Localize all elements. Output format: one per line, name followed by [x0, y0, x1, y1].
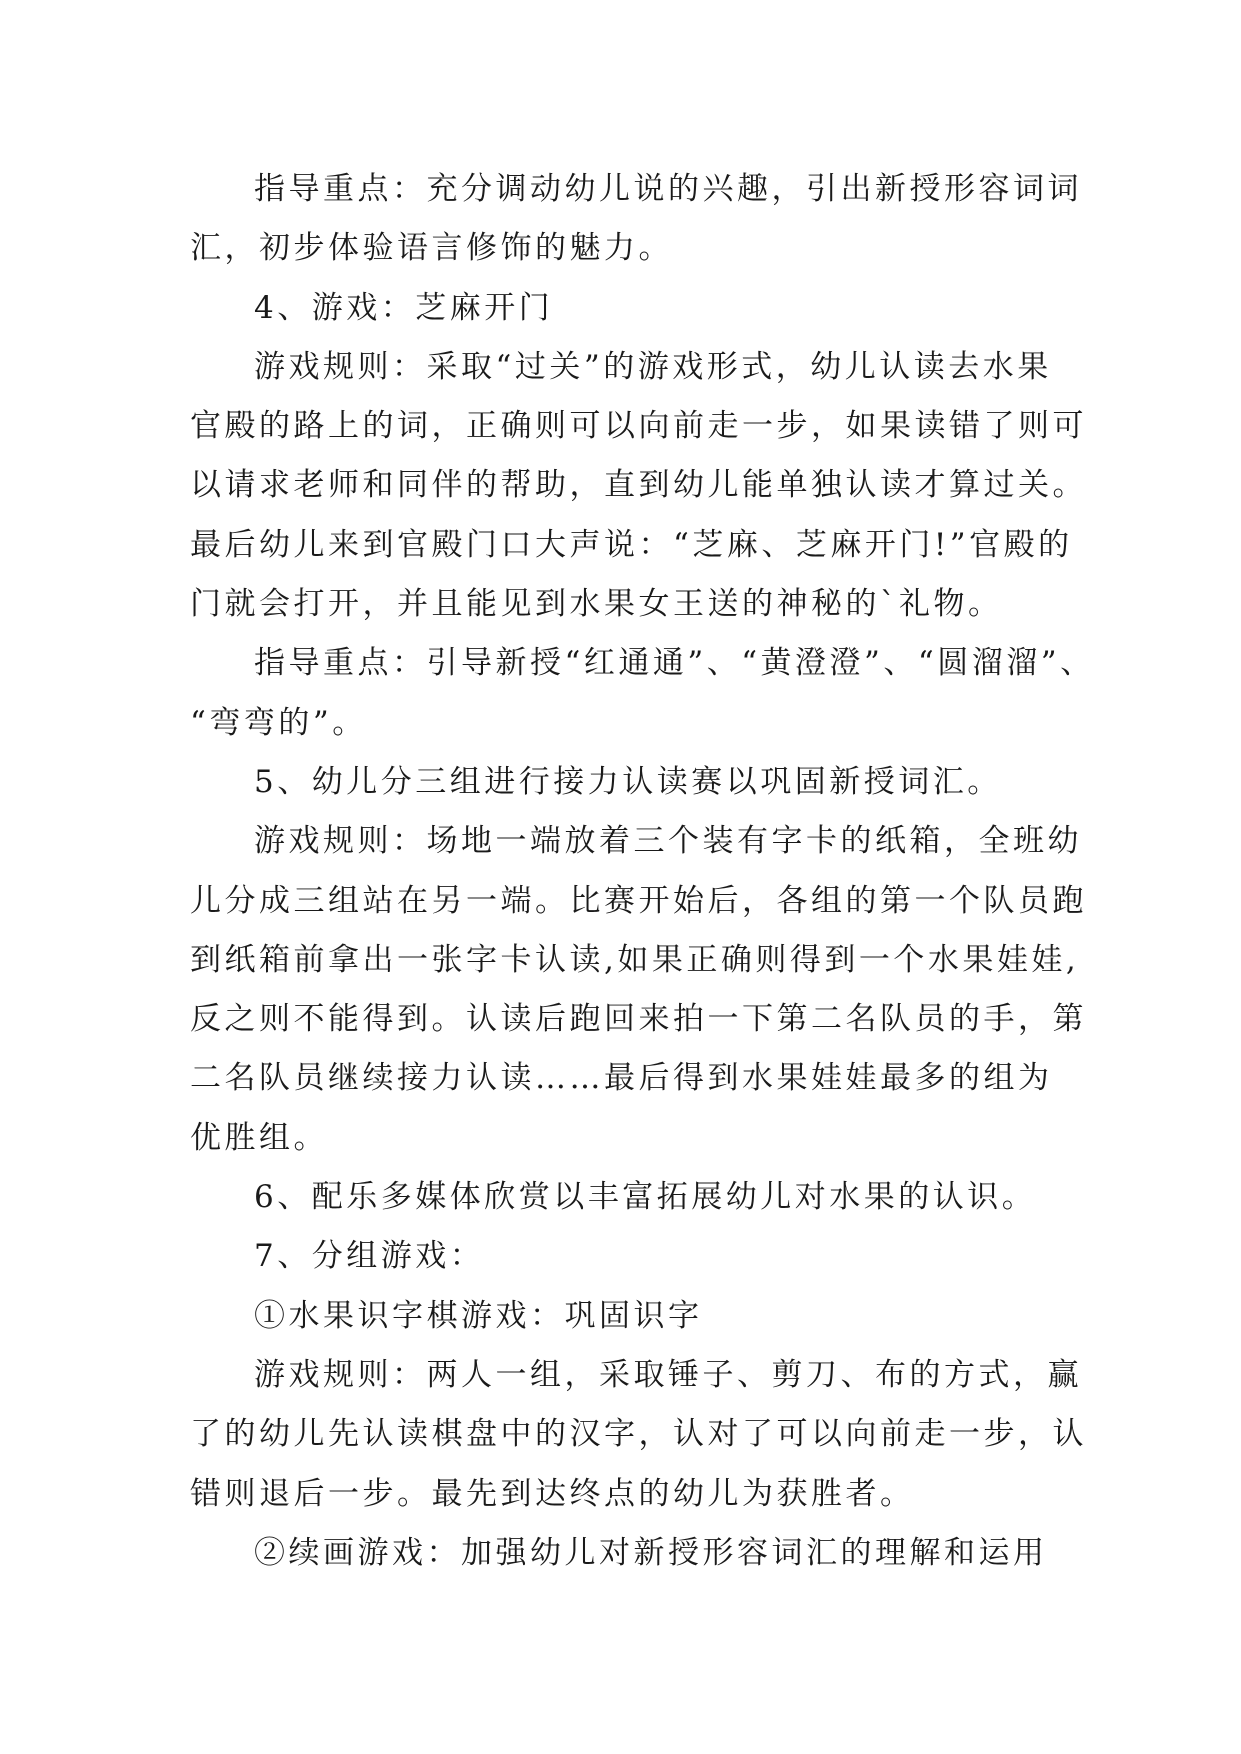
- text-line: 官殿的路上的词，正确则可以向前走一步，如果读错了则可: [190, 408, 1087, 445]
- subsection-heading: ②续画游戏：加强幼儿对新授形容词汇的理解和运用: [254, 1534, 1048, 1571]
- section-heading: 7、分组游戏：: [254, 1238, 485, 1275]
- text-line: 指导重点：引导新授“红通通”、“黄澄澄”、“圆溜溜”、: [254, 645, 1095, 682]
- document-body: [190, 160, 1095, 1583]
- section-heading: 4、游戏：芝麻开门: [254, 289, 554, 326]
- text-line: “弯弯的”。: [190, 704, 367, 741]
- text-line: 游戏规则：场地一端放着三个装有字卡的纸箱，全班幼: [254, 823, 1082, 860]
- text-line: 最后幼儿来到官殿门口大声说：“芝麻、芝麻开门!”官殿的: [190, 526, 1073, 563]
- subsection-heading: ①水果识字棋游戏：巩固识字: [254, 1297, 703, 1334]
- text-line: 指导重点：充分调动幼儿说的兴趣，引出新授形容词词: [254, 171, 1082, 207]
- text-line: 了的幼儿先认读棋盘中的汉字，认对了可以向前走一步，认: [190, 1416, 1087, 1453]
- text-line: 游戏规则：采取“过关”的游戏形式，幼儿认读去水果: [254, 348, 1052, 385]
- text-line: 游戏规则：两人一组，采取锤子、剪刀、布的方式，赢: [254, 1356, 1082, 1393]
- text-line: 以请求老师和同伴的帮助，直到幼儿能单独认读才算过关。: [190, 467, 1087, 504]
- text-line: 门就会打开，并且能见到水果女王送的神秘的`礼物。: [190, 586, 1003, 623]
- text-line: 汇，初步体验语言修饰的魅力。: [190, 230, 673, 267]
- section-heading: 6、配乐多媒体欣赏以丰富拓展幼儿对水果的认识。: [254, 1179, 1037, 1216]
- text-line: 到纸箱前拿出一张字卡认读,如果正确则得到一个水果娃娃,: [190, 941, 1080, 978]
- text-line: 二名队员继续接力认读……最后得到水果娃娃最多的组为: [190, 1060, 1053, 1097]
- text-line: 错则退后一步。最先到达终点的幼儿为获胜者。: [190, 1475, 915, 1512]
- section-heading: 5、幼儿分三组进行接力认读赛以巩固新授词汇。: [254, 763, 1002, 800]
- text-line: 优胜组。: [190, 1119, 328, 1156]
- text-line: 儿分成三组站在另一端。比赛开始后，各组的第一个队员跑: [190, 882, 1087, 919]
- text-line: 反之则不能得到。认读后跑回来拍一下第二名队员的手，第: [190, 1001, 1087, 1038]
